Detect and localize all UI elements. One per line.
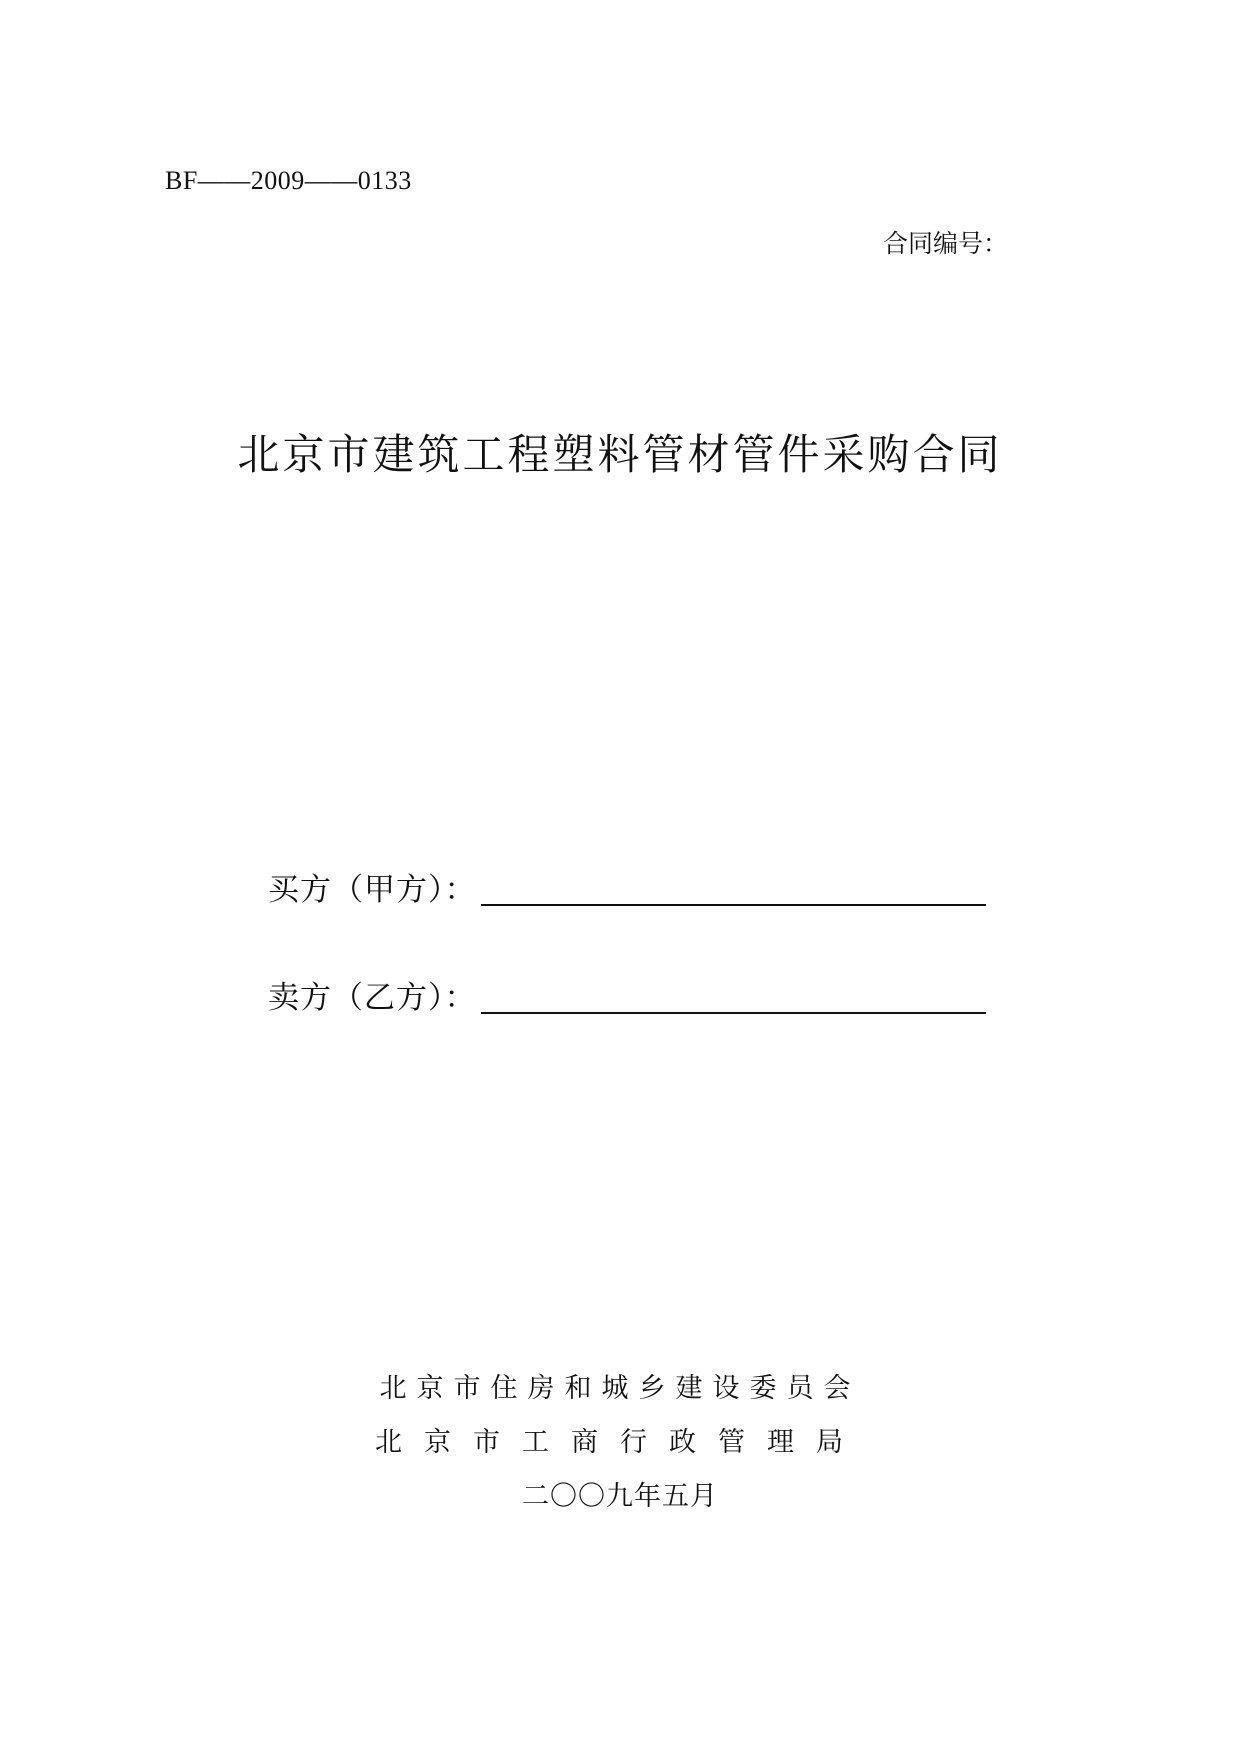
seller-label: 卖方（乙方）： bbox=[268, 980, 477, 1016]
seller-row bbox=[268, 978, 986, 1018]
buyer-field[interactable] bbox=[481, 872, 986, 906]
page-title: 北京市建筑工程塑料管材管件采购合同 bbox=[237, 430, 1003, 479]
issuer-industry-commerce-bureau: 北京市工商行政管理局 bbox=[375, 1427, 865, 1458]
issue-date: 二〇〇九年五月 bbox=[522, 1481, 718, 1512]
buyer-row bbox=[268, 870, 986, 910]
buyer-label: 买方（甲方）： bbox=[268, 872, 477, 908]
issuer-housing-commission: 北京市住房和城乡建设委员会 bbox=[379, 1373, 861, 1404]
document-code: BF——2009——0133 bbox=[165, 166, 412, 195]
contract-number-label: 合同编号： bbox=[882, 229, 1008, 258]
seller-field[interactable] bbox=[481, 980, 986, 1014]
